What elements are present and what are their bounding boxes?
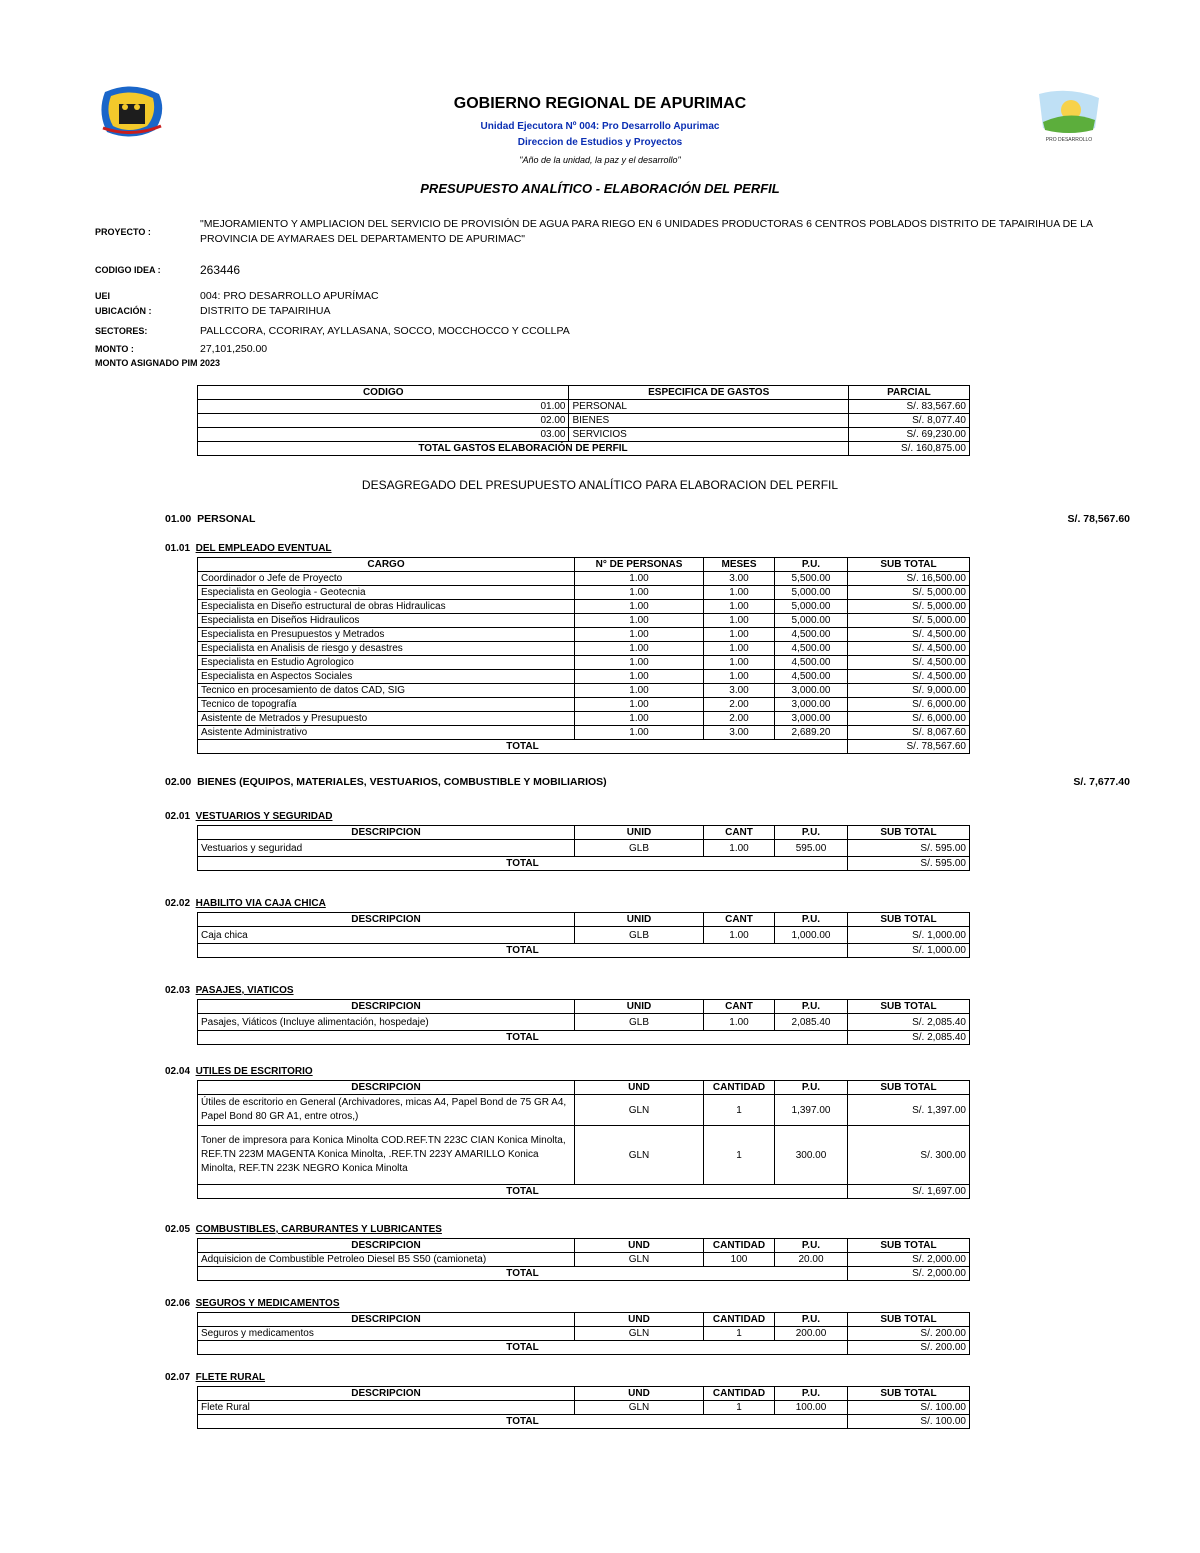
cell-pu: 1,000.00 [775,927,848,944]
subsection-code: 02.04 [165,1066,191,1077]
col-descripcion: DESCRIPCION [198,1313,575,1327]
cell-personas: 1.00 [575,572,704,586]
col-subtotal: SUB TOTAL [848,1387,970,1401]
col-personas: N° DE PERSONAS [575,558,704,572]
col-descripcion: DESCRIPCION [198,1081,575,1095]
col-cant: CANT [704,1000,775,1014]
cell-personas: 1.00 [575,656,704,670]
subsection-vestuarios [165,811,332,822]
total-label: TOTAL [198,1267,848,1281]
cell-unid: GLB [575,1014,704,1031]
subsection-combustibles [165,1224,442,1235]
total-amount: S/. 2,000.00 [848,1267,970,1281]
subsection-utiles [165,1066,313,1077]
col-und: UND [575,1081,704,1095]
cell-subtotal: S/. 300.00 [848,1126,970,1185]
cell-subtotal: S/. 4,500.00 [848,628,970,642]
table-row [198,572,970,586]
col-pu: P.U. [775,1081,848,1095]
subsection-flete [165,1372,265,1383]
seguros-table [197,1312,970,1355]
col-cantidad: CANTIDAD [704,1081,775,1095]
col-cantidad: CANTIDAD [704,1387,775,1401]
total-label: TOTAL [198,857,848,871]
personal-table [197,557,970,754]
table-row [198,670,970,684]
table-row [198,712,970,726]
total-amount: S/. 100.00 [848,1415,970,1429]
cell-descripcion: Adquisicion de Combustible Petroleo Diesel B5 S50 (camioneta) [198,1253,575,1267]
cell-cargo: Asistente Administrativo [198,726,575,740]
subsection-code: 02.01 [165,811,191,822]
summary-total-row [198,442,970,456]
total-row [198,857,970,871]
col-descripcion: DESCRIPCION [198,826,575,840]
subsection-label: UTILES DE ESCRITORIO [195,1066,313,1077]
cell-personas: 1.00 [575,586,704,600]
table-row [198,1014,970,1031]
total-row [198,740,970,754]
summary-name: PERSONAL [569,400,848,414]
col-cant: CANT [704,826,775,840]
cell-pu: 2,085.40 [775,1014,848,1031]
table-row [198,840,970,857]
cell-meses: 1.00 [704,614,775,628]
table-row [198,1253,970,1267]
total-amount: S/. 595.00 [848,857,970,871]
cell-subtotal: S/. 100.00 [848,1401,970,1415]
cell-pu: 20.00 [775,1253,848,1267]
col-und: UND [575,1313,704,1327]
table-row [198,614,970,628]
cell-cargo: Especialista en Analisis de riesgo y desastres [198,642,575,656]
col-subtotal: SUB TOTAL [848,1239,970,1253]
col-unid: UNID [575,1000,704,1014]
cell-subtotal: S/. 5,000.00 [848,614,970,628]
total-row [198,944,970,958]
cell-personas: 1.00 [575,726,704,740]
cell-pu: 100.00 [775,1401,848,1415]
section-personal-amount: S/. 78,567.60 [1067,513,1130,525]
table-row [198,1126,970,1185]
cell-subtotal: S/. 595.00 [848,840,970,857]
monto-value: 27,101,250.00 [200,343,268,355]
cell-meses: 3.00 [704,684,775,698]
col-pu: P.U. [775,1387,848,1401]
cell-personas: 1.00 [575,670,704,684]
total-label: TOTAL [198,1185,848,1199]
cell-subtotal: S/. 5,000.00 [848,600,970,614]
col-subtotal: SUB TOTAL [848,1081,970,1095]
cell-subtotal: S/. 8,067.60 [848,726,970,740]
desagregado-title: DESAGREGADO DEL PRESUPUESTO ANALÍTICO PARA ELABORACION DEL PERFIL [361,478,839,492]
total-amount: S/. 200.00 [848,1341,970,1355]
cell-pu: 3,000.00 [775,698,848,712]
cell-und: GLN [575,1327,704,1341]
table-row [198,698,970,712]
cell-personas: 1.00 [575,642,704,656]
table-row [198,428,970,442]
col-cargo: CARGO [198,558,575,572]
subsection-caja-chica [165,898,326,909]
total-amount: S/. 78,567.60 [848,740,970,754]
cell-subtotal: S/. 4,500.00 [848,642,970,656]
total-label: TOTAL [198,740,848,754]
summary-name: BIENES [569,414,848,428]
section-bienes-code: 02.00 [165,776,192,788]
subsection-code: 02.02 [165,898,191,909]
summary-header-codigo: CODIGO [198,386,569,400]
cell-cantidad: 1 [704,1126,775,1185]
cell-cargo: Asistente de Metrados y Presupuesto [198,712,575,726]
cell-cant: 1.00 [704,1014,775,1031]
subsection-empleado [165,543,332,554]
cell-personas: 1.00 [575,712,704,726]
total-label: TOTAL [198,1341,848,1355]
sectores-label: SECTORES: [95,326,148,336]
col-unid: UNID [575,913,704,927]
summary-header-especifica: ESPECIFICA DE GASTOS [569,386,848,400]
total-amount: S/. 2,085.40 [848,1031,970,1045]
cell-pu: 300.00 [775,1126,848,1185]
cell-pu: 4,500.00 [775,670,848,684]
col-cantidad: CANTIDAD [704,1239,775,1253]
cell-subtotal: S/. 6,000.00 [848,712,970,726]
table-row [198,1401,970,1415]
subsection-code: 01.01 [165,543,191,554]
col-descripcion: DESCRIPCION [198,1000,575,1014]
total-row [198,1341,970,1355]
cell-subtotal: S/. 1,397.00 [848,1095,970,1126]
flete-table [197,1386,970,1429]
table-row [198,414,970,428]
cell-unid: GLB [575,840,704,857]
cell-cargo: Especialista en Aspectos Sociales [198,670,575,684]
summary-amount: S/. 83,567.60 [848,400,969,414]
cell-unid: GLB [575,927,704,944]
table-row [198,1095,970,1126]
col-und: UND [575,1239,704,1253]
subsection-code: 02.05 [165,1224,191,1235]
section-personal-label: PERSONAL [197,513,256,525]
cell-pu: 1,397.00 [775,1095,848,1126]
header-title: GOBIERNO REGIONAL DE APURIMAC [453,95,747,112]
col-pu: P.U. [775,1000,848,1014]
total-label: TOTAL [198,1031,848,1045]
col-unid: UNID [575,826,704,840]
codigo-label: CODIGO IDEA : [95,265,161,275]
cell-descripcion: Vestuarios y seguridad [198,840,575,857]
cell-subtotal: S/. 4,500.00 [848,656,970,670]
cell-personas: 1.00 [575,600,704,614]
cell-pu: 595.00 [775,840,848,857]
cell-und: GLN [575,1253,704,1267]
col-pu: P.U. [775,558,848,572]
col-descripcion: DESCRIPCION [198,913,575,927]
cell-und: GLN [575,1401,704,1415]
cell-personas: 1.00 [575,698,704,712]
col-pu: P.U. [775,1313,848,1327]
cell-pu: 3,000.00 [775,712,848,726]
total-amount: S/. 1,000.00 [848,944,970,958]
col-und: UND [575,1387,704,1401]
table-row [198,684,970,698]
cell-pu: 5,000.00 [775,586,848,600]
summary-table [197,385,970,456]
section-bienes-amount: S/. 7,677.40 [1073,776,1130,788]
document-title: PRESUPUESTO ANALÍTICO - ELABORACIÓN DEL PERFIL [420,181,780,196]
monto-asignado-label: MONTO ASIGNADO PIM 2023 [95,358,221,368]
table-row [198,656,970,670]
cell-meses: 1.00 [704,586,775,600]
col-cantidad: CANTIDAD [704,1313,775,1327]
total-row [198,1185,970,1199]
cell-pu: 2,689.20 [775,726,848,740]
section-personal-code: 01.00 [165,513,192,525]
col-subtotal: SUB TOTAL [848,826,970,840]
cell-personas: 1.00 [575,628,704,642]
cell-pu: 3,000.00 [775,684,848,698]
cell-pu: 200.00 [775,1327,848,1341]
cell-meses: 3.00 [704,572,775,586]
summary-code: 01.00 [198,400,569,414]
cell-descripcion: Pasajes, Viáticos (Incluye alimentación, hospedaje) [198,1014,575,1031]
summary-code: 02.00 [198,414,569,428]
section-personal [165,513,255,525]
cell-cant: 1.00 [704,927,775,944]
header-motto: "Año de la unidad, la paz y el desarrollo" [519,155,681,165]
summary-total-label: TOTAL GASTOS ELABORACIÓN DE PERFIL [198,442,849,456]
col-descripcion: DESCRIPCION [198,1387,575,1401]
cell-und: GLN [575,1095,704,1126]
cell-subtotal: S/. 9,000.00 [848,684,970,698]
col-pu: P.U. [775,1239,848,1253]
proyecto-label: PROYECTO : [95,227,151,237]
col-subtotal: SUB TOTAL [848,1313,970,1327]
subsection-seguros [165,1298,340,1309]
col-descripcion: DESCRIPCION [198,1239,575,1253]
cell-cantidad: 1 [704,1327,775,1341]
summary-total-amount: S/. 160,875.00 [848,442,969,456]
cell-cant: 1.00 [704,840,775,857]
cell-subtotal: S/. 5,000.00 [848,586,970,600]
subsection-code: 02.07 [165,1372,191,1383]
cell-cargo: Especialista en Diseño estructural de obras Hidraulicas [198,600,575,614]
cell-meses: 1.00 [704,600,775,614]
header-direction: Direccion de Estudios y Proyectos [517,137,683,148]
table-row [198,628,970,642]
proyecto-value: "MEJORAMIENTO Y AMPLIACION DEL SERVICIO DE PROVISIÓN DE AGUA PARA RIEGO EN 6 UNIDADES PRODUCTORAS 6 CENTROS POBLADOS DISTRITO DE TAPAIRIHUA DE LA PROVINCIA DE AYMARAES DEL DEPARTAMENTO DE APURIMAC" [200,218,1093,245]
sectores-value: PALLCCORA, CCORIRAY, AYLLASANA, SOCCO, MOCCHOCCO Y CCOLLPA [200,325,570,337]
cell-meses: 1.00 [704,670,775,684]
cell-cantidad: 1 [704,1401,775,1415]
total-row [198,1415,970,1429]
col-meses: MESES [704,558,775,572]
utiles-table [197,1080,970,1199]
cell-cargo: Especialista en Geologia - Geotecnia [198,586,575,600]
subsection-label: HABILITO VIA CAJA CHICA [195,898,326,909]
summary-amount: S/. 69,230.00 [848,428,969,442]
cell-meses: 2.00 [704,698,775,712]
col-subtotal: SUB TOTAL [848,558,970,572]
total-label: TOTAL [198,1415,848,1429]
section-bienes [165,776,607,788]
summary-header-parcial: PARCIAL [848,386,969,400]
cell-pu: 5,000.00 [775,614,848,628]
total-amount: S/. 1,697.00 [848,1185,970,1199]
vestuarios-table [197,825,970,871]
cell-cargo: Especialista en Diseños Hidraulicos [198,614,575,628]
table-row [198,600,970,614]
subsection-pasajes [165,985,294,996]
cell-subtotal: S/. 2,085.40 [848,1014,970,1031]
cell-descripcion: Seguros y medicamentos [198,1327,575,1341]
subsection-label: DEL EMPLEADO EVENTUAL [195,543,332,554]
monto-label: MONTO : [95,344,134,354]
cell-cargo: Coordinador o Jefe de Proyecto [198,572,575,586]
cell-subtotal: S/. 6,000.00 [848,698,970,712]
cell-cargo: Tecnico de topografía [198,698,575,712]
cell-subtotal: S/. 16,500.00 [848,572,970,586]
combustibles-table [197,1238,970,1281]
ue-label: UEI [95,291,111,301]
subsection-label: COMBUSTIBLES, CARBURANTES Y LUBRICANTES [195,1224,442,1235]
subsection-label: PASAJES, VIATICOS [195,985,294,996]
subsection-label: VESTUARIOS Y SEGURIDAD [195,811,333,822]
total-label: TOTAL [198,944,848,958]
cell-personas: 1.00 [575,614,704,628]
cell-personas: 1.00 [575,684,704,698]
total-row [198,1267,970,1281]
ue-value: 004: PRO DESARROLLO APURÍMAC [200,290,379,302]
section-bienes-label: BIENES (EQUIPOS, MATERIALES, VESTUARIOS, COMBUSTIBLE Y MOBILIARIOS) [197,776,607,788]
col-pu: P.U. [775,826,848,840]
cell-pu: 5,000.00 [775,600,848,614]
cell-cargo: Especialista en Estudio Agrologico [198,656,575,670]
cell-descripcion: Flete Rural [198,1401,575,1415]
subsection-code: 02.06 [165,1298,191,1309]
cell-cantidad: 100 [704,1253,775,1267]
subsection-label: SEGUROS Y MEDICAMENTOS [195,1298,340,1309]
cell-subtotal: S/. 2,000.00 [848,1253,970,1267]
summary-amount: S/. 8,077.40 [848,414,969,428]
cell-cargo: Tecnico en procesamiento de datos CAD, SIG [198,684,575,698]
cell-pu: 4,500.00 [775,642,848,656]
col-cant: CANT [704,913,775,927]
subsection-code: 02.03 [165,985,191,996]
cell-meses: 3.00 [704,726,775,740]
summary-code: 03.00 [198,428,569,442]
cell-subtotal: S/. 200.00 [848,1327,970,1341]
cell-subtotal: S/. 1,000.00 [848,927,970,944]
cell-und: GLN [575,1126,704,1185]
summary-name: SERVICIOS [569,428,848,442]
cell-meses: 1.00 [704,656,775,670]
cell-descripcion: Toner de impresora para Konica Minolta COD.REF.TN 223C CIAN Konica Minolta, REF.TN 223M MAGENTA Konica Minolta, .REF.TN 223Y AMARILLO Konica Minolta, REF.TN 223K NEGRO Konica Minolta [198,1126,575,1185]
cell-meses: 1.00 [704,642,775,656]
col-pu: P.U. [775,913,848,927]
table-row [198,642,970,656]
cell-pu: 4,500.00 [775,628,848,642]
cell-descripcion: Útiles de escritorio en General (Archivadores, micas A4, Papel Bond de 75 GR A4, Papel Bond 80 GR A1, entre otros,) [198,1095,575,1126]
codigo-value: 263446 [200,263,241,277]
cell-meses: 1.00 [704,628,775,642]
cell-cantidad: 1 [704,1095,775,1126]
cell-descripcion: Caja chica [198,927,575,944]
table-row [198,1327,970,1341]
ubicacion-value: DISTRITO DE TAPAIRIHUA [200,305,331,317]
table-row [198,927,970,944]
table-row [198,586,970,600]
table-row [198,726,970,740]
table-row [198,400,970,414]
col-subtotal: SUB TOTAL [848,1000,970,1014]
ubicacion-label: UBICACIÓN : [95,306,152,316]
pasajes-table [197,999,970,1045]
svg-text:PRO DESARROLLO: PRO DESARROLLO [1045,137,1093,143]
caja-chica-table [197,912,970,958]
cell-cargo: Especialista en Presupuestos y Metrados [198,628,575,642]
cell-pu: 5,500.00 [775,572,848,586]
cell-subtotal: S/. 4,500.00 [848,670,970,684]
col-subtotal: SUB TOTAL [848,913,970,927]
cell-pu: 4,500.00 [775,656,848,670]
cell-meses: 2.00 [704,712,775,726]
total-row [198,1031,970,1045]
header-unit: Unidad Ejecutora Nº 004: Pro Desarrollo Apurimac [480,121,720,132]
subsection-label: FLETE RURAL [195,1372,266,1383]
